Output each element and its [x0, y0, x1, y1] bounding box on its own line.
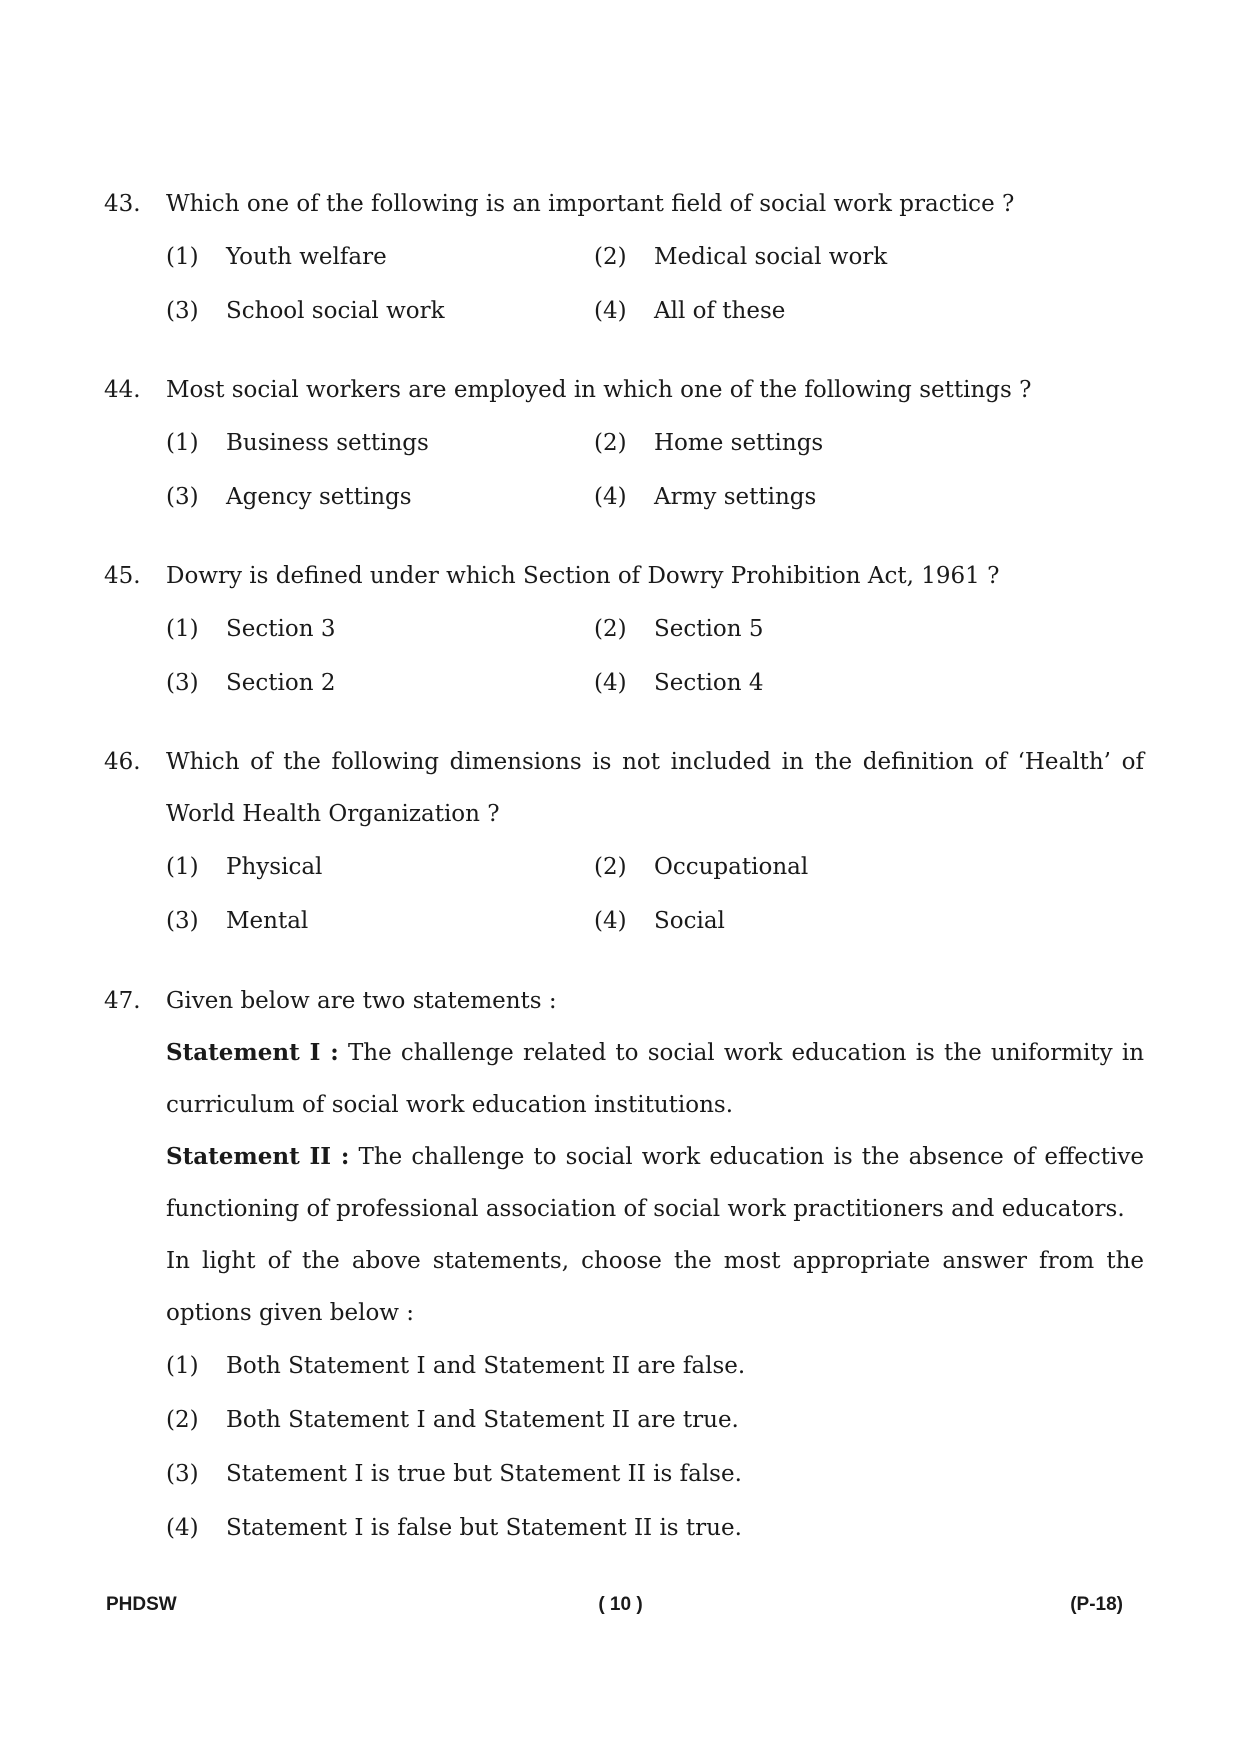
option-1: (1) Both Statement I and Statement II are false.: [166, 1353, 746, 1379]
question-44: [104, 364, 1144, 524]
options: (1) Physical (2) Occupational (3) Mental (4) Social: [166, 854, 809, 934]
question-number: 45.: [104, 563, 141, 589]
question-45: [104, 550, 1144, 710]
question-47: [104, 975, 1144, 1555]
statement-1-text: The challenge related to social work education is the uniformity in curriculum of social work education institutions.: [166, 1040, 1145, 1118]
question-number: 43.: [104, 191, 141, 217]
footer-code: PHDSW: [106, 1594, 177, 1615]
statement-1-label: Statement I :: [166, 1039, 339, 1066]
option-3: (3) Statement I is true but Statement II is false.: [166, 1461, 742, 1487]
options: [166, 1339, 1144, 1555]
question-text: Dowry is defined under which Section of Dowry Prohibition Act, 1961 ?: [166, 563, 1000, 589]
question-text: Which of the following dimensions is not included in the definition of ‘Health’ of World Health Organization ?: [166, 749, 1144, 827]
question-text: Given below are two statements :: [166, 988, 557, 1014]
option-4: (4) Statement I is false but Statement II is true.: [166, 1515, 742, 1541]
options: (1) Section 3 (2) Section 5 (3) Section 2 (4) Section 4: [166, 616, 764, 696]
question-number: 46.: [104, 749, 141, 775]
question-text: Most social workers are employed in which one of the following settings ?: [166, 377, 1032, 403]
question-text: Which one of the following is an important field of social work practice ?: [166, 191, 1015, 217]
question-46: [104, 736, 1144, 948]
statement-2: [166, 1131, 1144, 1235]
question-number: 47.: [104, 988, 141, 1014]
options: (1) Youth welfare (2) Medical social work (3) School social work (4) All of these: [166, 244, 888, 324]
instruction: In light of the above statements, choose the most appropriate answer from the options given below :: [166, 1248, 1144, 1326]
question-43: [104, 178, 1144, 338]
option-2: (2) Both Statement I and Statement II are true.: [166, 1407, 739, 1433]
page-number: ( 10 ): [598, 1594, 643, 1615]
statement-1: [166, 1027, 1144, 1131]
question-number: 44.: [104, 377, 141, 403]
statement-2-text: The challenge to social work education is the absence of effective functioning of professional association of social work practitioners and educators.: [166, 1144, 1144, 1222]
options: (1) Business settings (2) Home settings (3) Agency settings (4) Army settings: [166, 430, 824, 510]
paper-code: (P-18): [1070, 1594, 1123, 1615]
statement-2-label: Statement II :: [166, 1143, 350, 1170]
